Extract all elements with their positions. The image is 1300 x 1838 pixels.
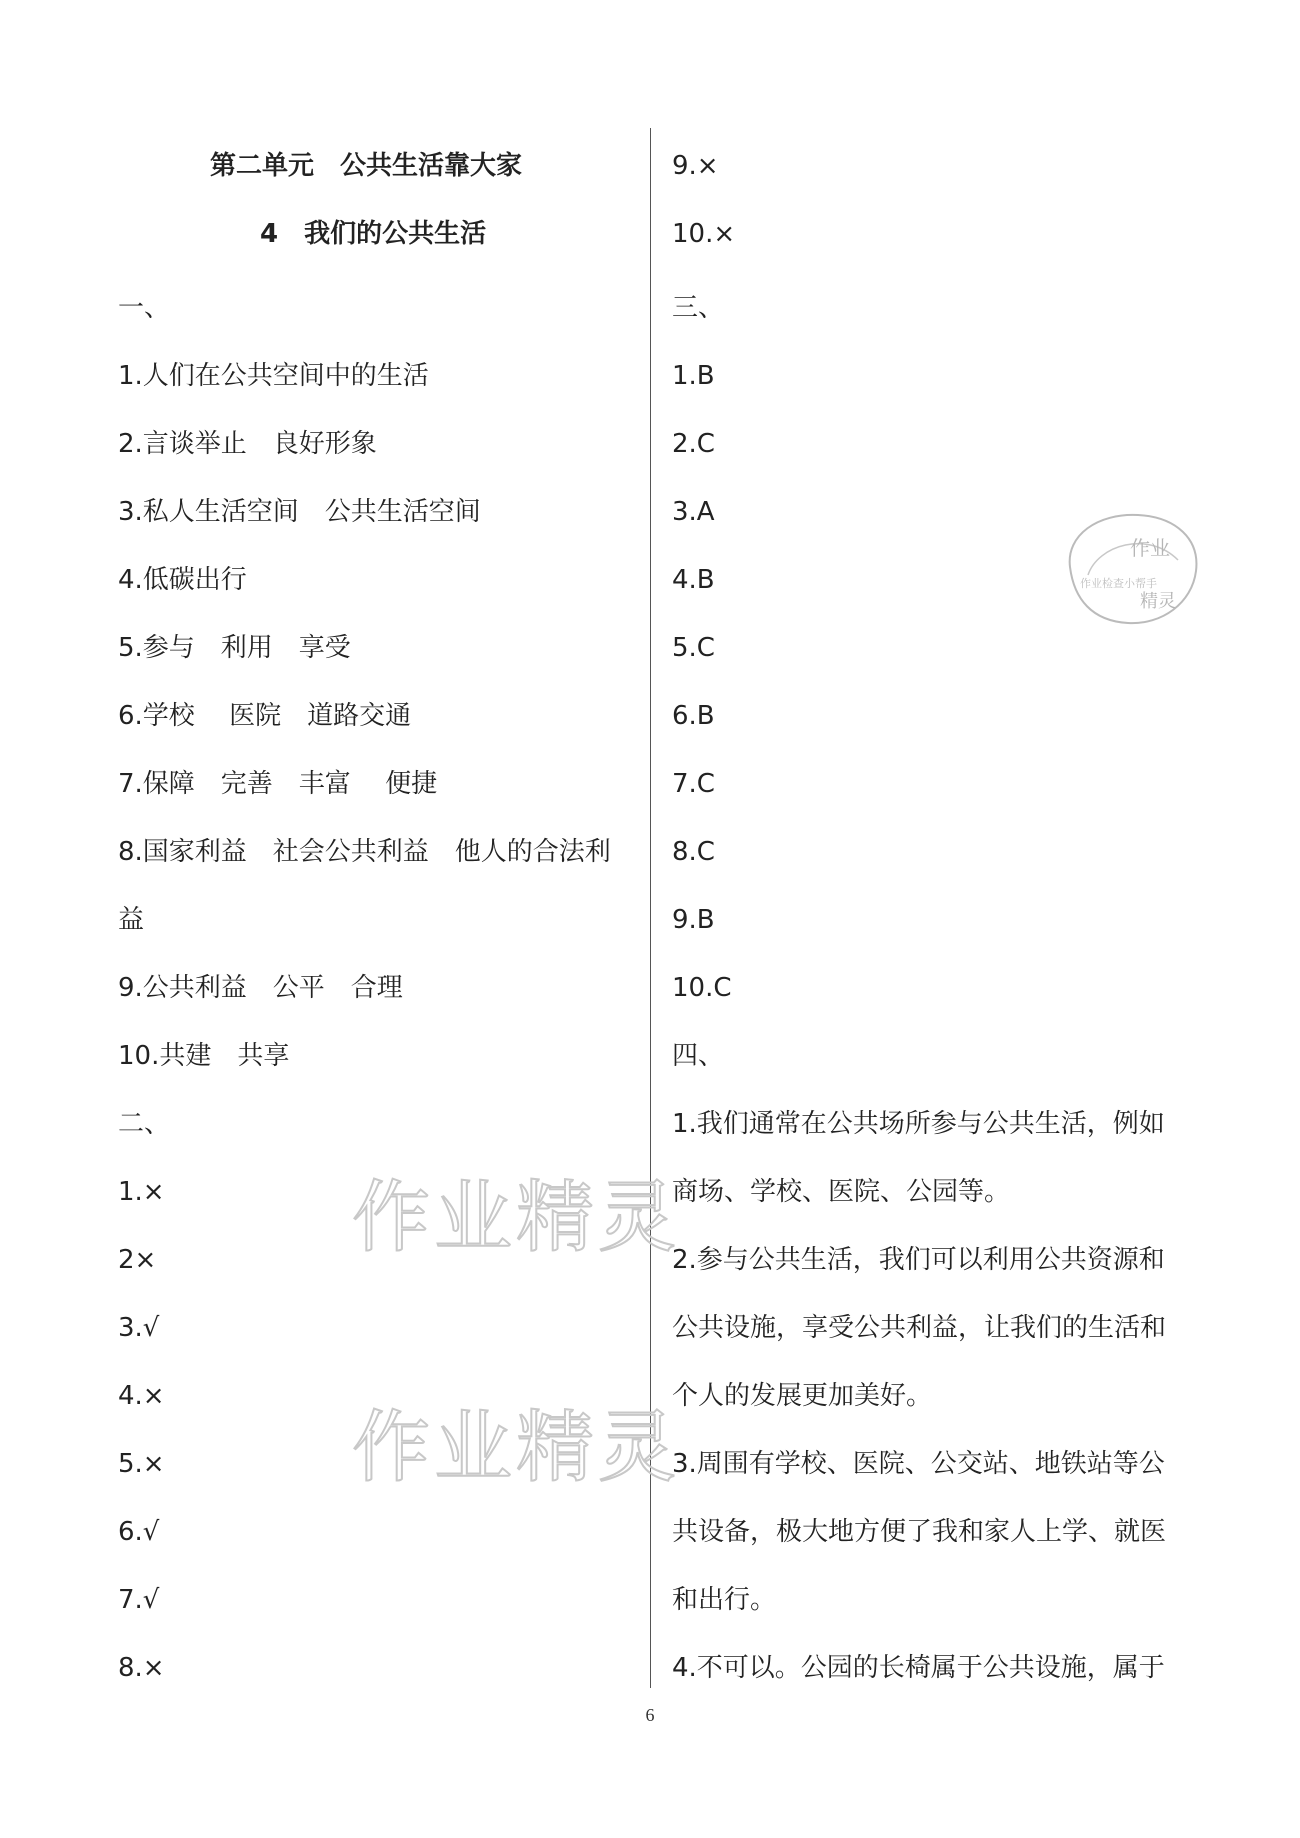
stamp-ring-text: 作业检查小帮手	[1080, 577, 1157, 590]
answer-line: 3.A	[672, 497, 715, 527]
answer-line: 2×	[118, 1245, 157, 1275]
answer-line: 9.公共利益 公平 合理	[118, 973, 403, 1003]
lesson-title: 4 我们的公共生活	[260, 219, 487, 249]
answer-line: 2.C	[672, 429, 715, 459]
answer-line: 8.×	[118, 1653, 165, 1683]
answer-line: 5.C	[672, 633, 715, 663]
answer-line: 益	[118, 905, 145, 935]
answer-line: 10.共建 共享	[118, 1041, 290, 1071]
stamp-bottom-text: 精灵	[1140, 591, 1176, 612]
answer-line: 6.√	[118, 1517, 160, 1547]
stamp-top-text: 作业	[1130, 536, 1170, 560]
answer-line: 3.√	[118, 1313, 160, 1343]
answer-line: 7.√	[118, 1585, 160, 1615]
answer-line: 4.×	[118, 1381, 165, 1411]
answer-line: 4.低碳出行	[118, 565, 247, 595]
watermark-text: 作业精灵	[352, 1403, 681, 1493]
watermark-text: 作业精灵	[352, 1173, 681, 1263]
answer-line: 6.B	[672, 701, 715, 731]
answer-line: 2.言谈举止 良好形象	[118, 429, 377, 459]
answer-line: 一、	[118, 293, 171, 323]
answer-line: 4.不可以。公园的长椅属于公共设施，属于	[672, 1653, 1165, 1683]
answer-line: 3.周围有学校、医院、公交站、地铁站等公	[672, 1449, 1165, 1479]
watermark-stamp	[1058, 505, 1208, 639]
answer-line: 8.国家利益 社会公共利益 他人的合法利	[118, 837, 611, 867]
answer-line: 6.学校 医院 道路交通	[118, 701, 412, 731]
answer-line: 二、	[118, 1109, 171, 1139]
answer-line: 2.参与公共生活，我们可以利用公共资源和	[672, 1245, 1165, 1275]
answer-line: 8.C	[672, 837, 715, 867]
answer-line: 1.B	[672, 361, 715, 391]
stamp-icon	[1058, 505, 1208, 635]
answer-line: 共设备，极大地方便了我和家人上学、就医	[672, 1517, 1167, 1547]
answer-line: 1.×	[118, 1177, 165, 1207]
answer-line: 1.我们通常在公共场所参与公共生活，例如	[672, 1109, 1165, 1139]
answer-line: 4.B	[672, 565, 715, 595]
answer-line: 7.保障 完善 丰富 便捷	[118, 769, 438, 799]
answer-line: 三、	[672, 293, 725, 323]
answer-line: 10.C	[672, 973, 732, 1003]
answer-line: 10.×	[672, 219, 736, 249]
answer-line: 公共设施，享受公共利益，让我们的生活和	[672, 1313, 1167, 1343]
unit-title: 第二单元 公共生活靠大家	[210, 151, 523, 181]
answer-line: 四、	[672, 1041, 725, 1071]
answer-line: 和出行。	[672, 1585, 777, 1615]
answer-line: 5.×	[118, 1449, 165, 1479]
answer-line: 1.人们在公共空间中的生活	[118, 361, 429, 391]
answer-line: 5.参与 利用 享受	[118, 633, 351, 663]
answer-line: 7.C	[672, 769, 715, 799]
page-number: 6	[645, 1705, 655, 1725]
answer-line: 个人的发展更加美好。	[672, 1381, 933, 1411]
answer-line: 商场、学校、医院、公园等。	[672, 1177, 1011, 1207]
answer-line: 9.×	[672, 151, 719, 181]
answer-line: 3.私人生活空间 公共生活空间	[118, 497, 481, 527]
answer-line: 9.B	[672, 905, 715, 935]
